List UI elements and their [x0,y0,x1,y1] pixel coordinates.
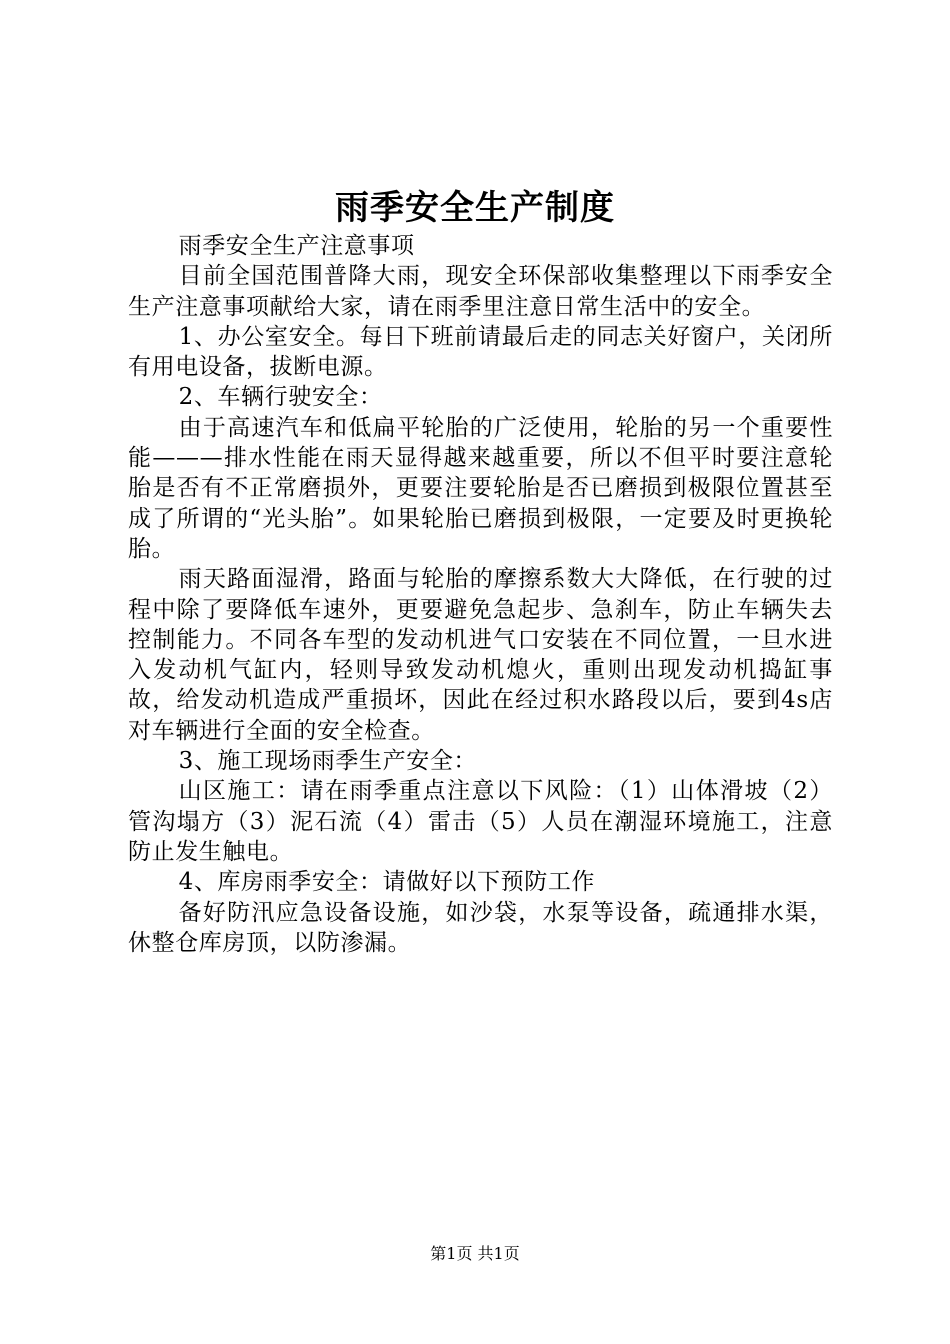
document-body [128,231,833,958]
paragraph-subtitle: 雨季安全生产注意事项 [178,233,415,259]
paragraph-vehicle-heading: 2、车辆行驶安全： [178,384,383,411]
paragraph-intro: 目前全国范围普降大雨，现安全环保部收集整理以下雨季安全生产注意事项献给大家，请在雨季里注意日常生活中的安全。 [128,263,833,320]
paragraph-office-safety: 1、办公室安全。每日下班前请最后走的同志关好窗户，关闭所有用电设备，拔断电源。 [128,323,833,381]
paragraph-construction-heading: 3、施工现场雨季生产安全： [178,748,478,775]
page-number-footer: 第1页 共1页 [430,1244,520,1263]
paragraph-flood-prevention: 备好防汛应急设备设施，如沙袋，水泵等设备，疏通排水渠，休整仓库房顶，以防渗漏。 [128,899,833,956]
paragraph-wet-road: 雨天路面湿滑，路面与轮胎的摩擦系数大大降低，在行驶的过程中除了要降低车速外，更要避免急起步、急刹车，防止车辆失去控制能力。不同各车型的发动机进气口安装在不同位置，一旦水进入发动机气缸内，轻则导致发动机熄火，重则出现发动机捣缸事故，给发动机造成严重损坏，因此在经过积水路段以后，要到4s店对车辆进行全面的安全检查。 [128,566,833,744]
paragraph-warehouse-heading: 4、库房雨季安全：请做好以下预防工作 [178,869,596,896]
paragraph-mountain-risks: 山区施工：请在雨季重点注意以下风险：（1）山体滑坡（2）管沟塌方（3）泥石流（4）雷击（5）人员在潮湿环境施工，注意防止发生触电。 [128,778,833,865]
document-title: 雨季安全生产制度 [335,188,615,228]
paragraph-tires: 由于高速汽车和低扁平轮胎的广泛使用，轮胎的另一个重要性能———排水性能在雨天显得越来越重要，所以不但平时要注意轮胎是否有不正常磨损外，更要注要轮胎是否已磨损到极限位置甚至成了所谓的“光头胎”。如果轮胎已磨损到极限，一定要及时更换轮胎。 [128,414,833,562]
